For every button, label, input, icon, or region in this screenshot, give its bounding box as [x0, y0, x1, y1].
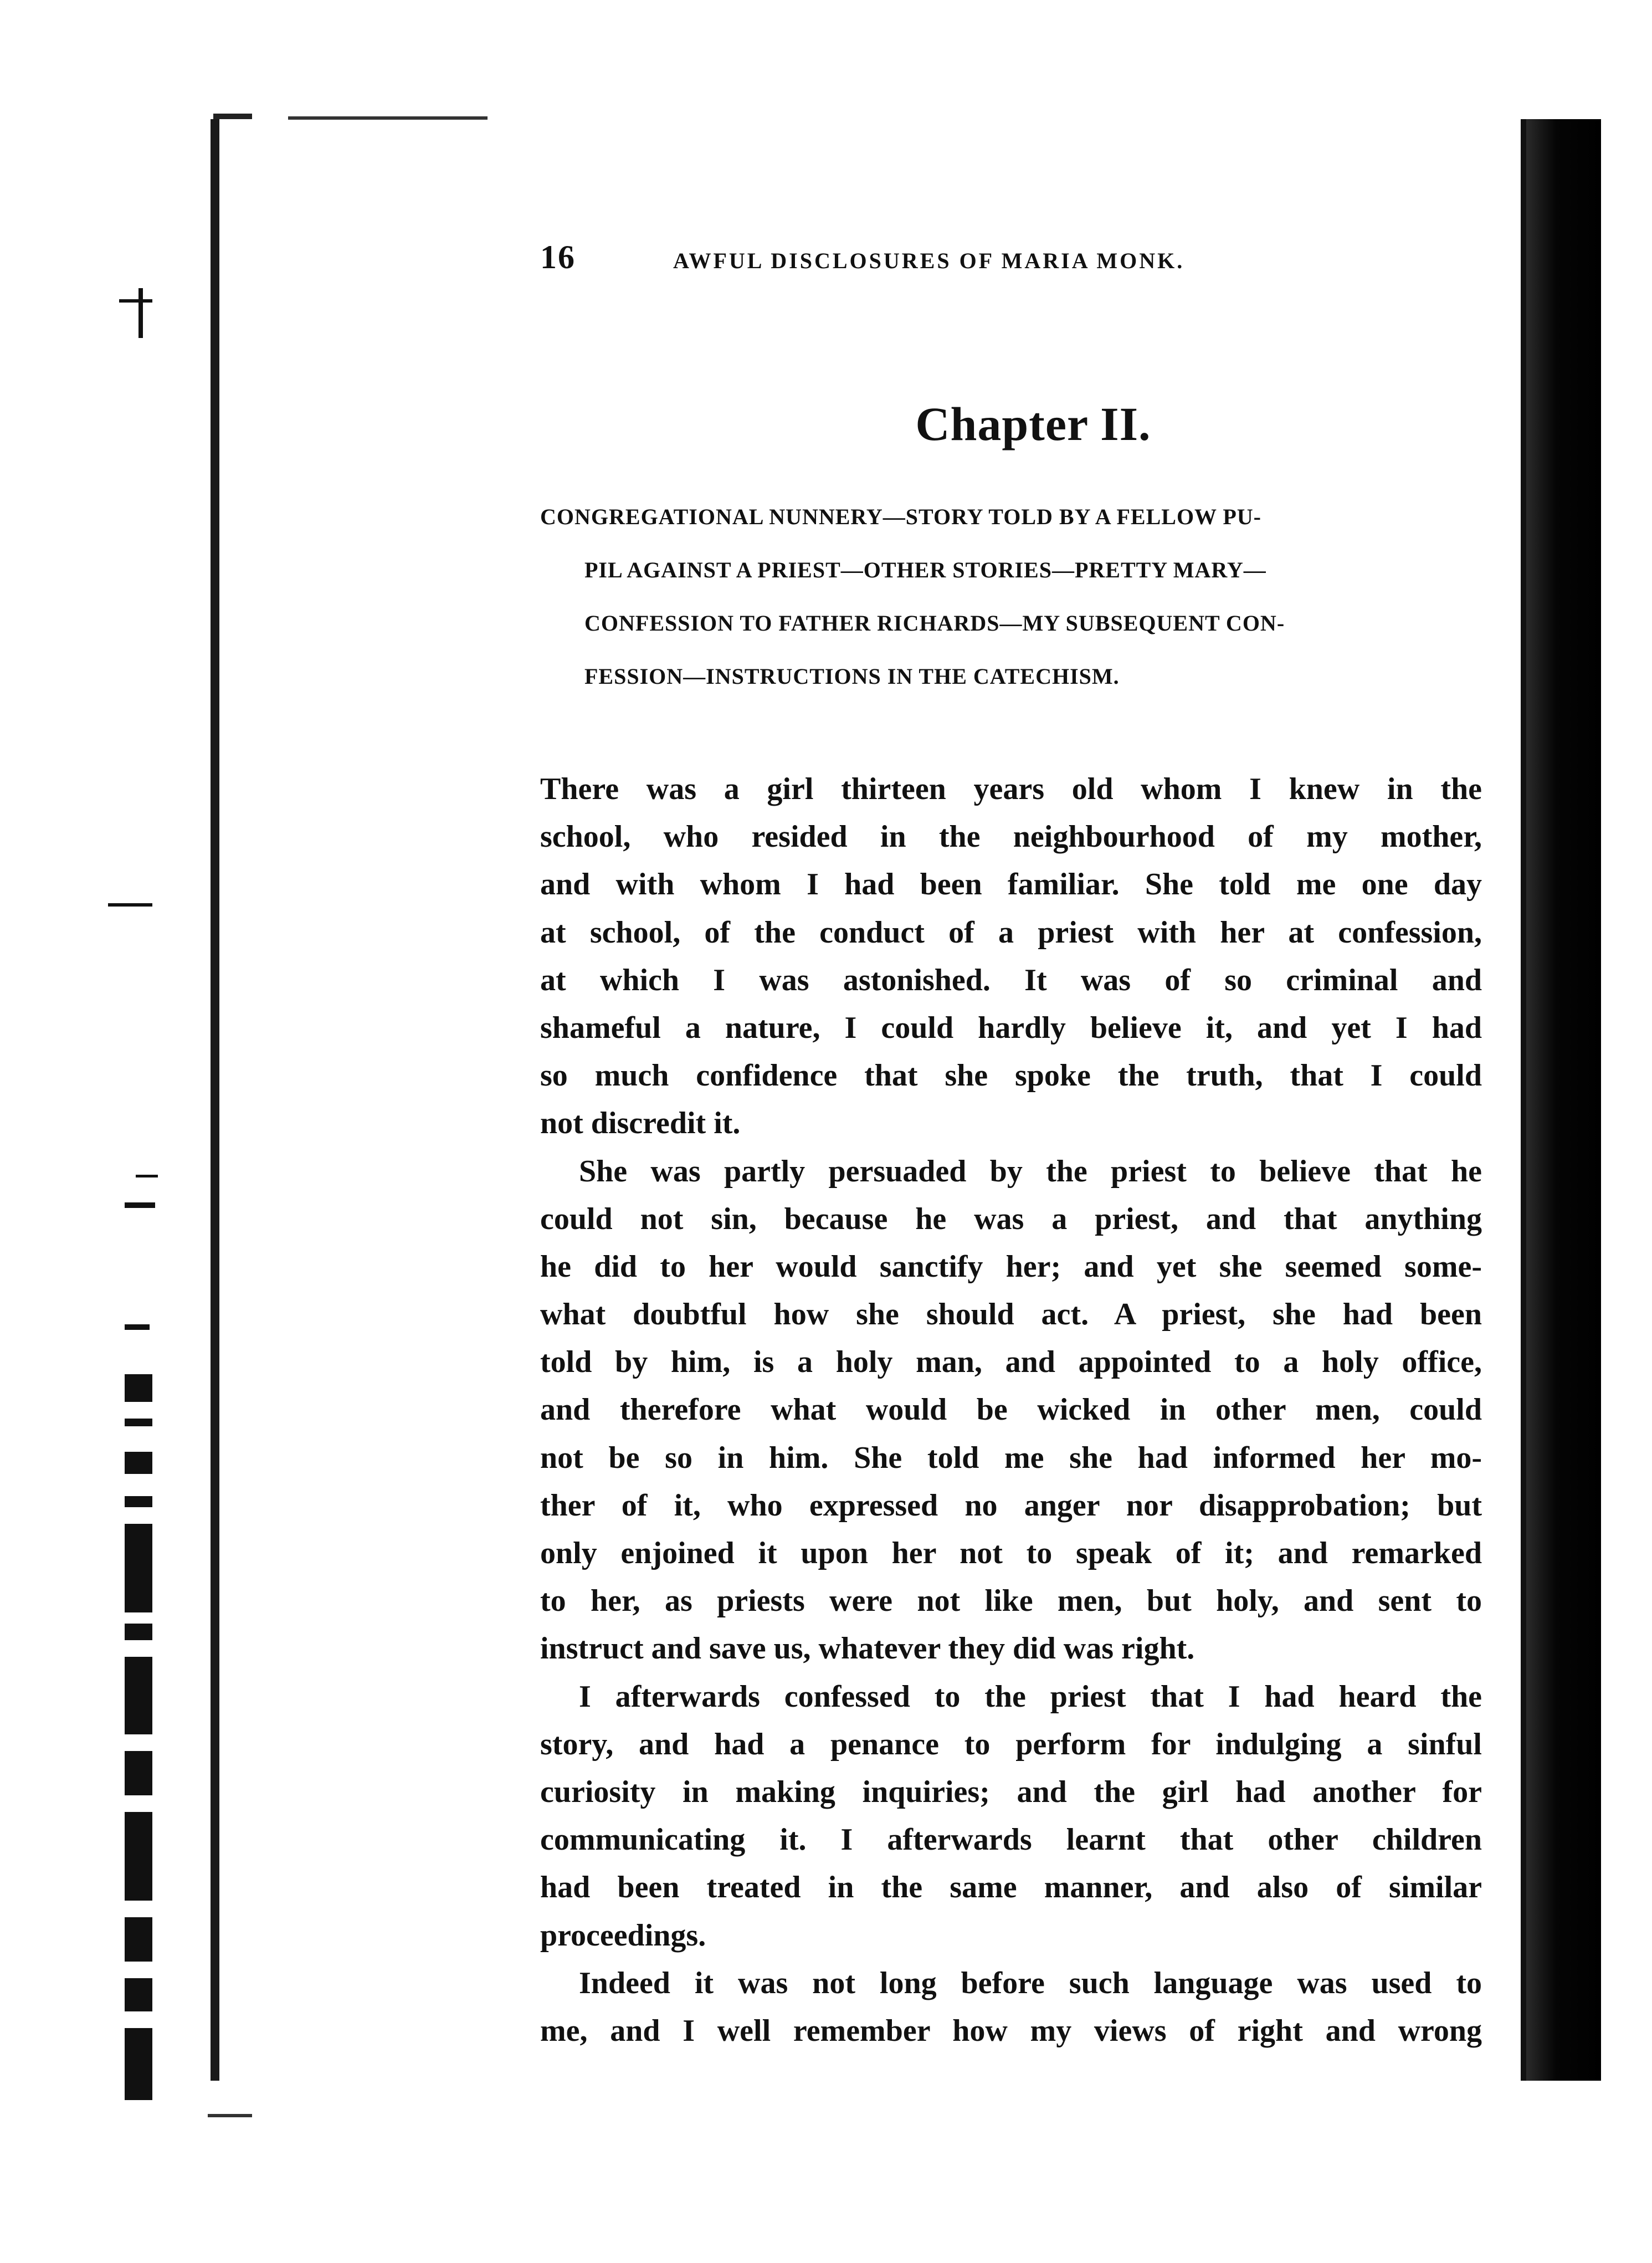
text-line: There was a girl thirteen years old whom I knew in the: [540, 772, 1482, 806]
scan-edge-marks: [108, 127, 158, 2056]
text-line: story, and had a penance to perform for indulging a sinful: [540, 1727, 1482, 1762]
body-text: [540, 765, 1482, 2055]
text-line: She was partly persuaded by the priest to believe that he: [579, 1154, 1482, 1189]
chapter-title: Chapter II.: [915, 397, 1151, 450]
scan-left-frame-line: [211, 119, 219, 2081]
text-line: so much confidence that she spoke the truth, that I could: [540, 1058, 1482, 1093]
text-line: curiosity in making inquiries; and the girl had another for: [540, 1774, 1482, 1809]
text-line: Indeed it was not long before such language was used to: [579, 1965, 1482, 2000]
text-line: not be so in him. She told me she had informed her mo-: [540, 1440, 1482, 1475]
text-line: had been treated in the same manner, and also of similar: [540, 1870, 1482, 1905]
text-line: school, who resided in the neighbourhood of my mother,: [540, 820, 1482, 854]
synopsis-line: PIL AGAINST A PRIEST—OTHER STORIES—PRETTY MARY—: [584, 557, 1266, 582]
running-title: AWFUL DISCLOSURES OF MARIA MONK.: [673, 248, 1185, 273]
page-number: 16: [540, 239, 576, 275]
synopsis-line: CONGREGATIONAL NUNNERY—STORY TOLD BY A FELLOW PU-: [540, 504, 1261, 529]
book-page: [540, 238, 1482, 2055]
scan-top-mark: [213, 114, 252, 119]
synopsis-line: FESSION—INSTRUCTIONS IN THE CATECHISM.: [584, 664, 1120, 689]
text-line: he did to her would sanctify her; and yet she seemed some-: [540, 1249, 1482, 1284]
text-line: not discredit it.: [540, 1106, 741, 1141]
scan-bottom-mark: [208, 2114, 252, 2117]
text-line: communicating it. I afterwards learnt that other children: [540, 1822, 1482, 1857]
text-line: and therefore what would be wicked in other men, could: [540, 1392, 1482, 1427]
text-line: at which I was astonished. It was of so criminal and: [540, 962, 1482, 997]
text-line: instruct and save us, whatever they did was right.: [540, 1631, 1195, 1666]
paragraph: [540, 1959, 1482, 2055]
text-line: proceedings.: [540, 1918, 706, 1953]
paragraph: [540, 765, 1482, 1148]
text-line: could not sin, because he was a priest, and that anything: [540, 1201, 1482, 1236]
paragraph: [540, 1148, 1482, 1673]
text-line: told by him, is a holy man, and appointed to a holy office,: [540, 1345, 1482, 1380]
text-line: to her, as priests were not like men, but holy, and sent to: [540, 1584, 1482, 1619]
text-line: what doubtful how she should act. A priest, she had been: [540, 1297, 1482, 1332]
scan-top-rule: [288, 116, 488, 120]
running-head: [540, 238, 1482, 277]
text-line: at school, of the conduct of a priest with her at confession,: [540, 915, 1482, 950]
synopsis-line: CONFESSION TO FATHER RICHARDS—MY SUBSEQUENT CON-: [584, 611, 1285, 636]
text-line: and with whom I had been familiar. She told me one day: [540, 867, 1482, 902]
scan-right-shadow-band: [1526, 119, 1601, 2081]
text-line: ther of it, who expressed no anger nor disapprobation; but: [540, 1488, 1482, 1523]
chapter-synopsis: [540, 490, 1482, 703]
text-line: only enjoined it upon her not to speak of it; and remarked: [540, 1536, 1482, 1570]
text-line: shameful a nature, I could hardly believe it, and yet I had: [540, 1010, 1482, 1045]
text-line: I afterwards confessed to the priest that I had heard the: [579, 1679, 1482, 1714]
text-line: me, and I well remember how my views of right and wrong: [540, 2013, 1482, 2048]
paragraph: [540, 1673, 1482, 1959]
